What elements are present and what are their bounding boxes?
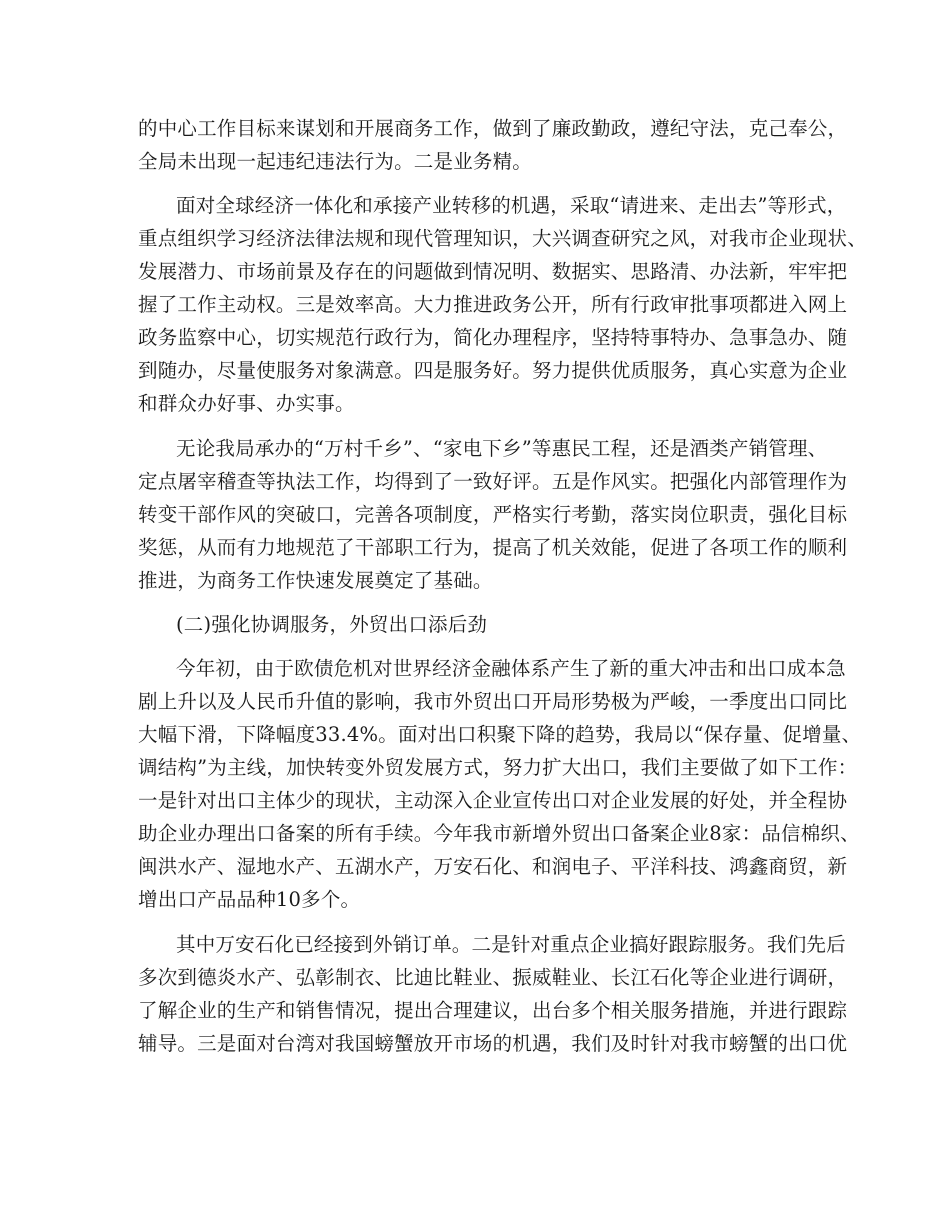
text-line: 和群众办好事、办实事。: [138, 392, 355, 415]
text-line: 定点屠宰稽查等执法工作，均得到了一致好评。五是作风实。把强化内部管理作为: [138, 470, 848, 493]
text-line: 闽洪水产、湿地水产、五湖水产，万安石化、和润电子、平洋科技、鸿鑫商贸，新: [138, 855, 848, 878]
text-line: 转变干部作风的突破口，完善各项制度，严格实行考勤，落实岗位职责，强化目标: [138, 503, 848, 526]
text-line: 多次到德炎水产、弘彰制衣、比迪比鞋业、振威鞋业、长江石化等企业进行调研，: [138, 966, 848, 989]
text-line: 到随办，尽量使服务对象满意。四是服务好。努力提供优质服务，真心实意为企业: [138, 359, 848, 382]
text-line: 握了工作主动权。三是效率高。大力推进政务公开，所有行政审批事项都进入网上: [138, 293, 848, 316]
text-line: 辅导。三是面对台湾对我国螃蟹放开市场的机遇，我们及时针对我市螃蟹的出口优: [138, 1032, 848, 1055]
text-line: 助企业办理出口备案的所有手续。今年我市新增外贸出口备案企业8家：品信棉织、: [138, 822, 860, 845]
text-line: 一是针对出口主体少的现状，主动深入企业宣传出口对企业发展的好处，并全程协: [138, 789, 848, 812]
text-line: 推进，为商务工作快速发展奠定了基础。: [138, 569, 493, 592]
section-heading: (二)强化协调服务，外贸出口添后劲: [176, 613, 488, 636]
text-line: 面对全球经济一体化和承接产业转移的机遇，采取“请进来、走出去”等形式，: [176, 194, 847, 217]
text-line: 全局未出现一起违纪违法行为。二是业务精。: [138, 150, 533, 173]
text-line: 今年初，由于欧债危机对世界经济金融体系产生了新的重大冲击和出口成本急: [176, 657, 846, 680]
text-line: 大幅下滑，下降幅度33.4%。面对出口积聚下降的趋势，我局以“保存量、促增量、: [138, 723, 862, 746]
text-line: 发展潜力、市场前景及存在的问题做到情况明、数据实、思路清、办法新，牢牢把: [138, 260, 848, 283]
text-line: 增出口产品品种10多个。: [138, 888, 361, 911]
text-line: 了解企业的生产和销售情况，提出合理建议，出台多个相关服务措施，并进行跟踪: [138, 999, 848, 1022]
text-line: 重点组织学习经济法律法规和现代管理知识，大兴调查研究之风，对我市企业现状、: [138, 227, 867, 250]
text-line: 剧上升以及人民币升值的影响，我市外贸出口开局形势极为严峻，一季度出口同比: [138, 690, 848, 713]
text-line: 无论我局承办的“万村千乡”、“家电下乡”等惠民工程，还是酒类产销管理、: [176, 437, 828, 460]
text-line: 其中万安石化已经接到外销订单。二是针对重点企业搞好跟踪服务。我们先后: [176, 933, 846, 956]
text-line: 调结构”为主线，加快转变外贸发展方式，努力扩大出口，我们主要做了如下工作：: [138, 756, 858, 779]
text-line: 的中心工作目标来谋划和开展商务工作，做到了廉政勤政，遵纪守法，克己奉公，: [138, 117, 848, 140]
text-line: 奖惩，从而有力地规范了干部职工行为，提高了机关效能，促进了各项工作的顺利: [138, 536, 848, 559]
text-line: 政务监察中心，切实规范行政行为，简化办理程序，坚持特事特办、急事急办、随: [138, 326, 848, 349]
